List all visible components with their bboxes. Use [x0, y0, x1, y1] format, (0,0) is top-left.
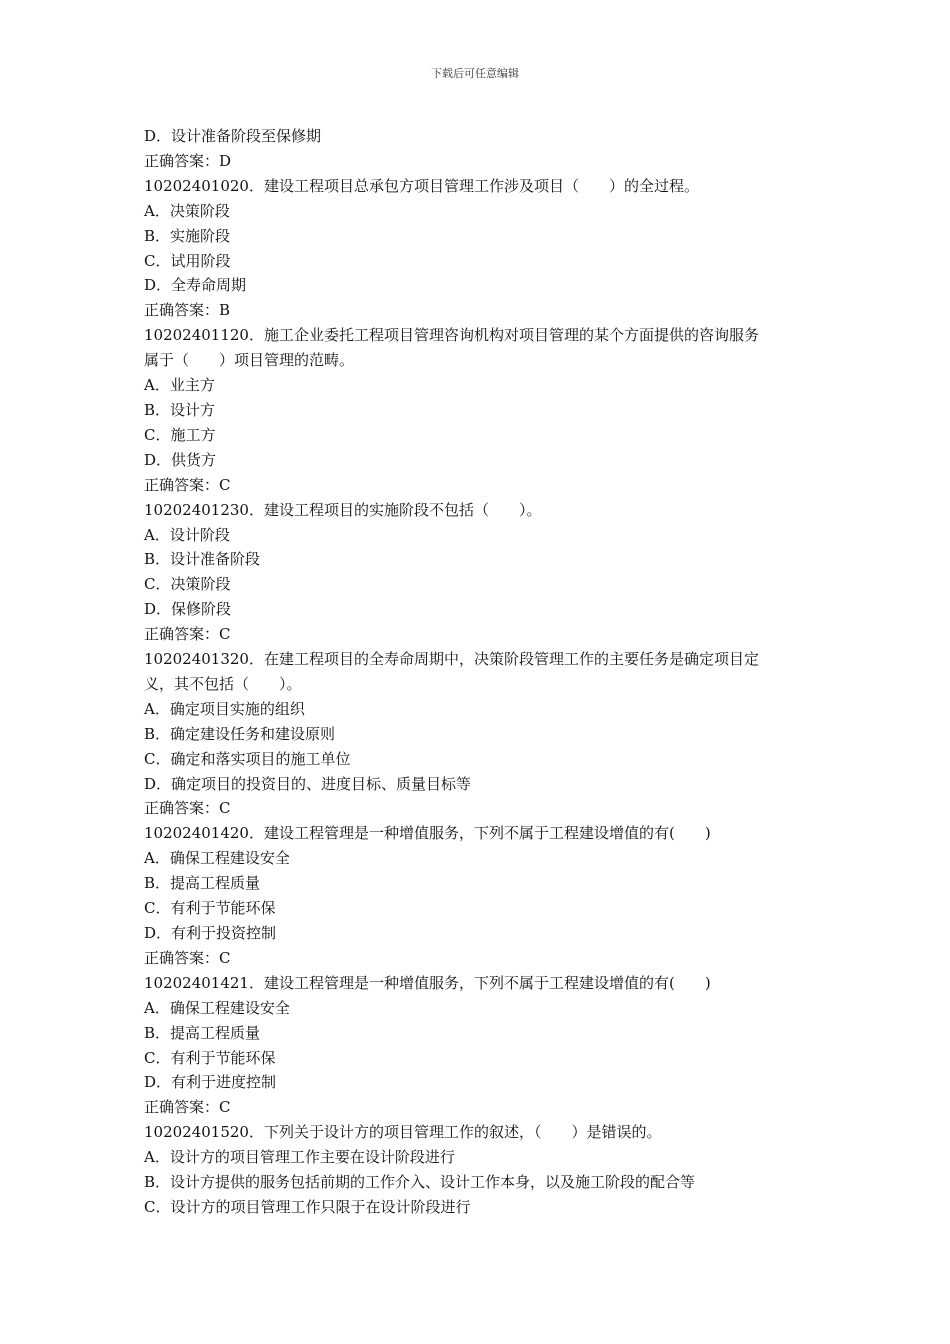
text-line: A．设计阶段 — [144, 525, 230, 544]
text-line: A．确保工程建设安全 — [144, 998, 290, 1017]
text-line: B．提高工程质量 — [144, 1023, 261, 1042]
text-line: C．有利于节能环保 — [144, 1048, 276, 1067]
text-line: 10202401421．建设工程管理是一种增值服务，下列不属于工程建设增值的有( ) — [144, 973, 711, 992]
text-line: 正确答案：B — [144, 301, 231, 320]
text-line: 10202401230．建设工程项目的实施阶段不包括（ ）。 — [144, 500, 542, 519]
text-line: B．确定建设任务和建设原则 — [144, 724, 336, 743]
text-line: B．设计方 — [144, 400, 216, 419]
text-line: 正确答案：C — [144, 799, 231, 818]
text-line: 10202401520．下列关于设计方的项目管理工作的叙述，（ ）是错误的。 — [144, 1123, 662, 1142]
text-line: B．设计准备阶段 — [144, 550, 261, 569]
text-line: 10202401420．建设工程管理是一种增值服务，下列不属于工程建设增值的有( ) — [144, 824, 711, 843]
text-line: 正确答案：C — [144, 948, 231, 967]
text-line: C．试用阶段 — [144, 251, 231, 270]
text-line: C．设计方的项目管理工作只限于在设计阶段进行 — [144, 1197, 471, 1216]
text-line: D．设计准备阶段至保修期 — [144, 127, 322, 145]
text-line: D．有利于进度控制 — [144, 1073, 277, 1092]
text-line: 义，其不包括（ ）。 — [144, 674, 302, 693]
text-line: 正确答案：D — [144, 151, 232, 170]
text-line: A．设计方的项目管理工作主要在设计阶段进行 — [144, 1148, 455, 1167]
text-line: D．保修阶段 — [144, 600, 232, 619]
text-line: A．确保工程建设安全 — [144, 849, 290, 868]
text-line: B．设计方提供的服务包括前期的工作介入、设计工作本身，以及施工阶段的配合等 — [144, 1173, 696, 1192]
text-line: C．施工方 — [144, 425, 216, 444]
text-line: B．提高工程质量 — [144, 874, 261, 893]
document-body — [144, 124, 814, 1220]
text-line: 正确答案：C — [144, 625, 231, 644]
text-line: 10202401320．在建工程项目的全寿命周期中，决策阶段管理工作的主要任务是确定项目定 — [144, 650, 759, 669]
text-line: C．确定和落实项目的施工单位 — [144, 749, 351, 768]
text-line: D．确定项目的投资目的、进度目标、质量目标等 — [144, 774, 472, 793]
page-header: 下载后可任意编辑 — [431, 67, 519, 80]
text-line: 10202401020．建设工程项目总承包方项目管理工作涉及项目（ ）的全过程。 — [144, 176, 699, 195]
text-line: 正确答案：C — [144, 475, 231, 494]
text-line: 正确答案：C — [144, 1098, 231, 1117]
text-line: C．有利于节能环保 — [144, 899, 276, 918]
text-line: 10202401120．施工企业委托工程项目管理咨询机构对项目管理的某个方面提供的咨询服务 — [144, 326, 759, 345]
text-line: B．实施阶段 — [144, 226, 231, 245]
text-line: 属于（ ）项目管理的范畴。 — [144, 351, 355, 370]
text-line: D．供货方 — [144, 450, 217, 469]
text-line: A．确定项目实施的组织 — [144, 699, 305, 718]
text-line: C．决策阶段 — [144, 575, 231, 594]
text-line: A．决策阶段 — [144, 201, 230, 220]
text-line: D．全寿命周期 — [144, 276, 247, 295]
text-line: D．有利于投资控制 — [144, 924, 277, 942]
text-line: A．业主方 — [144, 376, 215, 395]
